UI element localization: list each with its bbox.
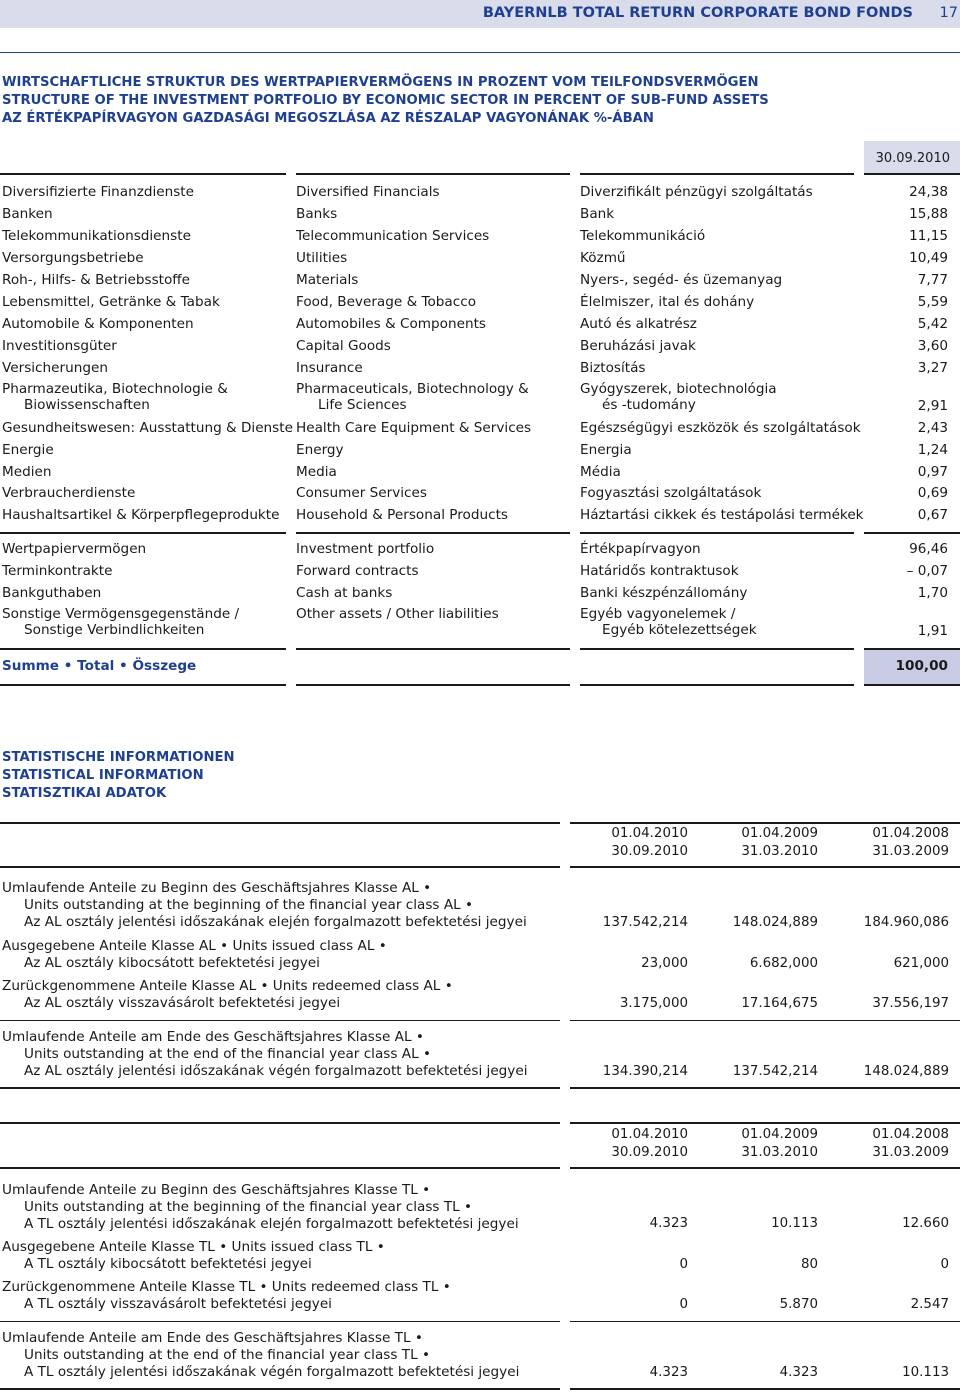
row-label-en: Energy <box>296 442 344 458</box>
row-label-en: Health Care Equipment & Services <box>296 420 532 436</box>
row-label-en: Investment portfolio <box>296 541 435 557</box>
stat-value: 0 <box>679 1297 688 1312</box>
row-label-en: Household & Personal Products <box>296 507 508 523</box>
row-value: 24,38 <box>909 184 948 200</box>
stat-value: 17.164,675 <box>741 996 818 1011</box>
stats-rule-values <box>570 866 960 868</box>
period-to: 31.03.2009 <box>872 844 949 859</box>
row-label-de: Gesundheitswesen: Ausstattung & Dienste <box>2 420 293 436</box>
row-label-de: Medien <box>2 464 52 480</box>
stats-title-hu: STATISZTIKAI ADATOK <box>2 786 167 801</box>
row-label-hu: Fogyasztási szolgáltatások <box>580 485 762 501</box>
row-label-hu: Élelmiszer, ital és dohány <box>580 294 755 310</box>
row-value: 7,77 <box>917 272 948 288</box>
stats-rule-label <box>0 866 560 868</box>
column-rule-en <box>296 684 570 686</box>
stats-rule-values <box>570 822 960 824</box>
row-label-hu: Bank <box>580 206 615 222</box>
period-from: 01.04.2008 <box>872 826 949 841</box>
row-label-de-line1: Sonstige Vermögensgegenstände / <box>2 606 240 622</box>
row-value: – 0,07 <box>906 563 948 579</box>
structure-title-hu: AZ ÉRTÉKPAPÍRVAGYON GAZDASÁGI MEGOSZLÁSA AZ RÉSZALAP VAGYONÁNAK %-ÁBAN <box>2 111 654 126</box>
row-label-en: Media <box>296 464 337 480</box>
row-label-de: Versicherungen <box>2 360 108 376</box>
stat-label-hu: A TL osztály kibocsátott befektetési jegyei <box>24 1256 312 1272</box>
row-value: 5,42 <box>917 316 948 332</box>
row-label-en <box>296 381 529 413</box>
stat-label-de-en: Zurückgenommene Anteile Klasse AL • Units redeemed class AL • <box>2 978 453 994</box>
stat-value: 137.542,214 <box>602 915 688 930</box>
page-number: 17 <box>939 5 958 21</box>
row-label-hu: Egészségügyi eszközök és szolgáltatások <box>580 420 861 436</box>
stat-label-en: Units outstanding at the end of the financial year class TL • <box>24 1347 430 1363</box>
column-rule-value <box>864 532 960 534</box>
row-label-hu-line1: Egyéb vagyonelemek / <box>580 606 736 622</box>
stat-label-de-en: Zurückgenommene Anteile Klasse TL • Units redeemed class TL • <box>2 1279 451 1295</box>
total-row <box>0 650 960 684</box>
stats-rule-label <box>0 1087 560 1089</box>
column-rule-de <box>0 684 286 686</box>
stats-rule-label <box>0 1388 560 1390</box>
row-value: 1,24 <box>917 442 948 458</box>
row-label-de-line1: Pharmazeutika, Biotechnologie & <box>2 381 228 397</box>
stat-label-de: Umlaufende Anteile am Ende des Geschäftsjahres Klasse AL • <box>2 1029 424 1045</box>
stat-label-hu: A TL osztály visszavásárolt befektetési jegyei <box>24 1296 332 1312</box>
stat-label-hu: Az AL osztály kibocsátott befektetési jegyei <box>24 955 320 971</box>
stats-title <box>2 749 235 803</box>
stat-value: 10.113 <box>771 1216 818 1231</box>
stat-value: 4.323 <box>779 1365 818 1380</box>
row-label-hu: Háztartási cikkek és testápolási termékek <box>580 507 864 523</box>
stat-label <box>2 1029 528 1080</box>
row-label-de: Banken <box>2 206 53 222</box>
column-rule-hu <box>580 684 854 686</box>
period-from: 01.04.2009 <box>741 826 818 841</box>
stat-value: 5.870 <box>779 1297 818 1312</box>
stats-title-en: STATISTICAL INFORMATION <box>2 768 204 783</box>
stats-divider <box>0 1321 560 1322</box>
stat-value: 80 <box>800 1257 818 1272</box>
stat-value: 0 <box>940 1257 949 1272</box>
structure-title-de: WIRTSCHAFTLICHE STRUKTUR DES WERTPAPIERVERMÖGENS IN PROZENT VOM TEILFONDSVERMÖGEN <box>2 75 759 90</box>
row-value: 3,60 <box>917 338 948 354</box>
row-label-de: Versorgungsbetriebe <box>2 250 144 266</box>
column-rule-de <box>0 173 286 175</box>
column-rule-value <box>864 173 960 175</box>
stat-value: 3.175,000 <box>619 996 688 1011</box>
stat-value: 23,000 <box>641 956 688 971</box>
stat-value: 2.547 <box>910 1297 949 1312</box>
row-label-en: Food, Beverage & Tobacco <box>296 294 477 310</box>
row-value: 2,43 <box>917 420 948 436</box>
row-label-hu: Banki készpénzállomány <box>580 585 748 601</box>
row-label-hu: Értékpapírvagyon <box>580 541 701 557</box>
stat-label-hu: A TL osztály jelentési időszakának végén forgalmazott befektetési jegyei <box>24 1364 520 1380</box>
stat-label-hu: A TL osztály jelentési időszakának elején forgalmazott befektetési jegyei <box>24 1216 519 1232</box>
column-rule-hu <box>580 173 854 175</box>
stats-rule-label <box>0 1122 560 1124</box>
document-title: BAYERNLB TOTAL RETURN CORPORATE BOND FONDS <box>482 5 913 21</box>
stats-rule-label <box>0 822 560 824</box>
period-to: 31.03.2010 <box>741 844 818 859</box>
row-label-de: Verbraucherdienste <box>2 485 136 501</box>
period-header-1 <box>568 1126 688 1162</box>
stat-value: 10.113 <box>902 1365 949 1380</box>
row-label-de <box>2 381 228 413</box>
row-label-de: Wertpapiervermögen <box>2 541 147 557</box>
period-from: 01.04.2010 <box>611 826 688 841</box>
row-value: 1,70 <box>917 585 948 601</box>
stat-value: 12.660 <box>902 1216 949 1231</box>
stats-rule-values <box>570 1087 960 1089</box>
stat-value: 137.542,214 <box>732 1064 818 1079</box>
period-header-3 <box>829 825 949 861</box>
period-to: 31.03.2010 <box>741 1145 818 1160</box>
row-label-hu <box>580 606 757 638</box>
row-label-hu: Telekommunikáció <box>580 228 706 244</box>
header-divider <box>0 52 960 53</box>
stat-label-de: Umlaufende Anteile zu Beginn des Geschäftsjahres Klasse TL • <box>2 1182 431 1198</box>
row-label-en-line1: Pharmaceuticals, Biotechnology & <box>296 381 529 397</box>
stat-value: 184.960,086 <box>863 915 949 930</box>
row-value: 96,46 <box>909 541 948 557</box>
column-rule-en <box>296 173 570 175</box>
stat-label <box>2 1330 519 1381</box>
stat-label-de: Umlaufende Anteile am Ende des Geschäftsjahres Klasse TL • <box>2 1330 423 1346</box>
row-label-hu: Energia <box>580 442 632 458</box>
row-label-en: Telecommunication Services <box>296 228 490 244</box>
structure-title-en: STRUCTURE OF THE INVESTMENT PORTFOLIO BY ECONOMIC SECTOR IN PERCENT OF SUB-FUND ASSETS <box>2 93 769 108</box>
stat-value: 148.024,889 <box>863 1064 949 1079</box>
stat-value: 4.323 <box>649 1216 688 1231</box>
row-value: 15,88 <box>909 206 948 222</box>
row-label-hu-line2: és -tudomány <box>602 397 696 413</box>
row-value: 10,49 <box>909 250 948 266</box>
period-header-2 <box>698 825 818 861</box>
stat-value: 621,000 <box>893 956 949 971</box>
row-label-en: Consumer Services <box>296 485 427 501</box>
row-label-de: Energie <box>2 442 54 458</box>
period-header-3 <box>829 1126 949 1162</box>
row-label-hu-line1: Gyógyszerek, biotechnológia <box>580 381 777 397</box>
stat-label <box>2 880 527 931</box>
stat-label <box>2 978 453 1012</box>
row-label-de: Terminkontrakte <box>2 563 113 579</box>
stat-value: 6.682,000 <box>749 956 818 971</box>
stat-label-en: Units outstanding at the end of the financial year class AL • <box>24 1046 431 1062</box>
stat-label-hu: Az AL osztály jelentési időszakának végén forgalmazott befektetési jegyei <box>24 1063 528 1079</box>
row-value: 3,27 <box>917 360 948 376</box>
row-value: 1,91 <box>917 623 948 639</box>
column-rule-en <box>296 532 570 534</box>
stat-label-de: Umlaufende Anteile zu Beginn des Geschäftsjahres Klasse AL • <box>2 880 432 896</box>
stats-divider <box>570 1020 960 1021</box>
column-rule-de <box>0 532 286 534</box>
row-label-hu: Beruházási javak <box>580 338 696 354</box>
row-label-hu: Közmű <box>580 250 626 266</box>
row-label-de: Haushaltsartikel & Körperpflegeprodukte <box>2 507 280 523</box>
row-label-hu: Nyers-, segéd- és üzemanyag <box>580 272 783 288</box>
stats-divider <box>570 1321 960 1322</box>
row-value: 0,67 <box>917 507 948 523</box>
stats-rule-label <box>0 1167 560 1169</box>
row-label-de <box>2 606 239 638</box>
row-label-de: Lebensmittel, Getränke & Tabak <box>2 294 220 310</box>
row-label-de: Diversifizierte Finanzdienste <box>2 184 195 200</box>
row-label-hu: Határidős kontraktusok <box>580 563 739 579</box>
row-label-de: Telekommunikationsdienste <box>2 228 191 244</box>
period-from: 01.04.2008 <box>872 1127 949 1142</box>
period-header-1 <box>568 825 688 861</box>
stat-label-de-en: Ausgegebene Anteile Klasse AL • Units issued class AL • <box>2 938 387 954</box>
row-label-en: Materials <box>296 272 359 288</box>
row-value: 0,69 <box>917 485 948 501</box>
row-label-en: Banks <box>296 206 338 222</box>
column-rule-hu <box>580 532 854 534</box>
stat-value: 37.556,197 <box>872 996 949 1011</box>
stat-label <box>2 938 387 972</box>
stat-label <box>2 1239 385 1273</box>
stat-label <box>2 1182 519 1233</box>
period-from: 01.04.2010 <box>611 1127 688 1142</box>
row-label-en: Other assets / Other liabilities <box>296 606 499 622</box>
stat-label-en: Units outstanding at the beginning of the financial year class TL • <box>24 1199 473 1215</box>
row-label-en: Forward contracts <box>296 563 419 579</box>
row-label-de: Automobile & Komponenten <box>2 316 194 332</box>
total-value: 100,00 <box>895 658 948 674</box>
period-from: 01.04.2009 <box>741 1127 818 1142</box>
stats-rule-values <box>570 1167 960 1169</box>
stats-title-de: STATISTISCHE INFORMATIONEN <box>2 750 235 765</box>
stat-label-en: Units outstanding at the beginning of the financial year class AL • <box>24 897 474 913</box>
stat-value: 134.390,214 <box>602 1064 688 1079</box>
row-label-de: Bankguthaben <box>2 585 102 601</box>
row-label-de-line2: Biowissenschaften <box>24 397 150 413</box>
row-label-hu-line2: Egyéb kötelezettségek <box>602 622 757 638</box>
row-label-hu: Autó és alkatrész <box>580 316 697 332</box>
row-label-de-line2: Sonstige Verbindlichkeiten <box>24 622 205 638</box>
row-label-en: Cash at banks <box>296 585 393 601</box>
row-label-en: Insurance <box>296 360 363 376</box>
row-label-hu <box>580 381 777 413</box>
period-header-2 <box>698 1126 818 1162</box>
row-label-de: Roh-, Hilfs- & Betriebsstoffe <box>2 272 191 288</box>
stat-label-de-en: Ausgegebene Anteile Klasse TL • Units issued class TL • <box>2 1239 385 1255</box>
row-value: 11,15 <box>909 228 948 244</box>
row-label-en: Diversified Financials <box>296 184 440 200</box>
stat-value: 148.024,889 <box>732 915 818 930</box>
stat-value: 0 <box>679 1257 688 1272</box>
row-value: 2,91 <box>917 398 948 414</box>
row-label-en: Capital Goods <box>296 338 391 354</box>
row-label-en: Automobiles & Components <box>296 316 486 332</box>
row-label-en: Utilities <box>296 250 348 266</box>
row-label-hu: Biztosítás <box>580 360 646 376</box>
stats-divider <box>0 1020 560 1021</box>
period-to: 30.09.2010 <box>611 1145 688 1160</box>
row-value: 5,59 <box>917 294 948 310</box>
row-label-en-line2: Life Sciences <box>318 397 407 413</box>
stat-label-hu: Az AL osztály visszavásárolt befektetési jegyei <box>24 995 341 1011</box>
stat-label <box>2 1279 451 1313</box>
structure-title <box>2 74 769 128</box>
row-label-de: Investitionsgüter <box>2 338 117 354</box>
stat-label-hu: Az AL osztály jelentési időszakának elején forgalmazott befektetési jegyei <box>24 914 527 930</box>
row-label-hu: Média <box>580 464 621 480</box>
period-to: 31.03.2009 <box>872 1145 949 1160</box>
structure-date: 30.09.2010 <box>875 151 950 166</box>
period-to: 30.09.2010 <box>611 844 688 859</box>
stats-rule-values <box>570 1122 960 1124</box>
total-label: Summe • Total • Összege <box>2 658 197 674</box>
column-rule-value <box>864 684 960 686</box>
row-label-hu: Diverzifikált pénzügyi szolgáltatás <box>580 184 813 200</box>
row-value: 0,97 <box>917 464 948 480</box>
stat-value: 4.323 <box>649 1365 688 1380</box>
stats-rule-values <box>570 1388 960 1390</box>
